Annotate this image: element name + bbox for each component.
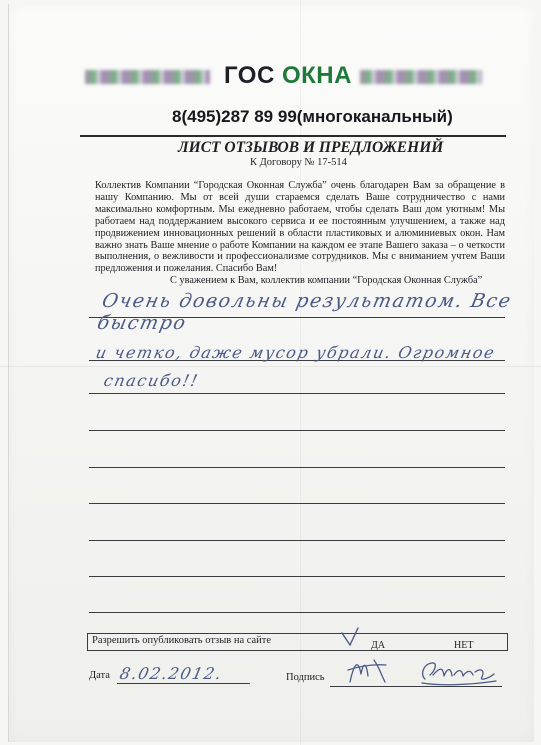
- date-line: [117, 683, 250, 684]
- date-value: 8.02.2012.: [117, 664, 225, 683]
- redacted-band-right: [360, 70, 482, 84]
- header-divider: [80, 135, 506, 137]
- answer-line: [89, 612, 505, 613]
- closing-greeting: С уважением к Вам, коллектив компании “Городская Оконная Служба”: [170, 275, 483, 286]
- answer-line: [89, 503, 505, 504]
- phone-number: 8(495)287 89 99(многоканальный): [172, 107, 453, 126]
- form-title: ЛИСТ ОТЗЫВОВ И ПРЕДЛОЖЕНИЙ: [178, 139, 444, 156]
- company-header: [60, 62, 500, 98]
- publish-consent-label: Разрешить опубликовать отзыв на сайте: [92, 635, 272, 646]
- intro-paragraph: Коллектив Компании “Городская Оконная Служба” очень благодарен Вам за обращение в нашу Компанию. Мы от всей души стараемся сделать Ваше сотрудничество с нами максимально комфортным. Мы ежедневно работаем, чтобы сделать Ваш дом уютным! Мы работаем над поддержанием высокого сервиса и ее постоянным улучшением, а также над продвижением инновационных решений в области пластиковых и алюминиевых окон. Нам важно знать Ваше мнение о работе Компании на каждом ее этапе Вашего заказа – о четкости выполнения, о вежливости и профессионализме сотрудников. Мы с вниманием учтем Ваши предложения и пожелания. Спасибо Вам!: [95, 180, 505, 275]
- feedback-line-2: и четко, даже мусор убрали. Огромное: [93, 343, 498, 362]
- contract-reference: К Договору № 17-514: [250, 157, 347, 168]
- signature-label: Подпись: [286, 672, 325, 683]
- handwritten-signature: [330, 652, 500, 688]
- answer-line: [89, 393, 505, 394]
- publish-consent-row: [87, 633, 508, 651]
- brand-part1: ГОС: [224, 62, 275, 89]
- feedback-line-3: спасибо!!: [101, 371, 201, 390]
- answer-line: [89, 430, 505, 431]
- consent-yes[interactable]: ДА: [371, 640, 386, 651]
- brand-part2: ОКНА: [281, 62, 352, 89]
- redacted-band-left: [85, 70, 210, 84]
- answer-line: [89, 576, 505, 577]
- date-label: Дата: [89, 670, 110, 681]
- paper-fold-horizontal: [0, 366, 541, 367]
- consent-no[interactable]: НЕТ: [454, 640, 474, 651]
- company-logo: [218, 62, 358, 90]
- feedback-line-1: Очень довольны результатом. Все быстро: [95, 290, 514, 334]
- check-mark-icon: [340, 627, 364, 649]
- signature-line: [330, 686, 502, 687]
- answer-line: [89, 467, 505, 468]
- answer-line: [89, 540, 505, 541]
